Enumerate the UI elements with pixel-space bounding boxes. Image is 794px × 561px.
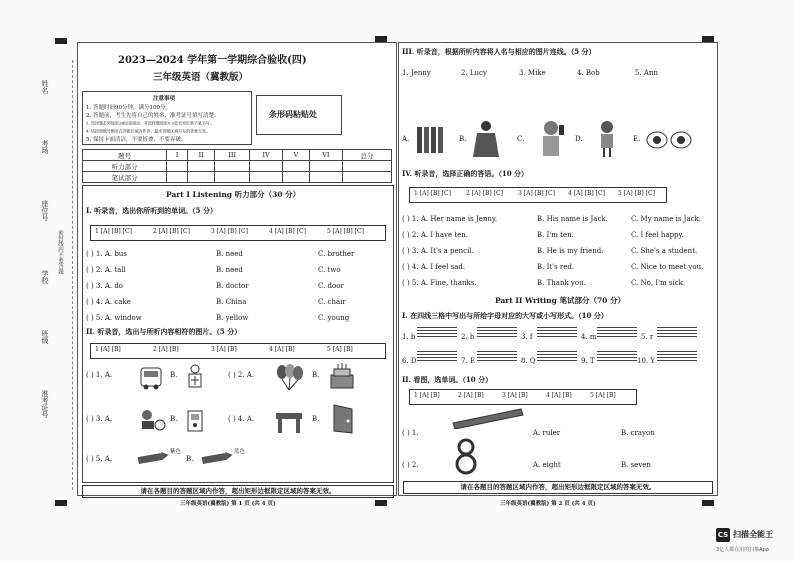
score-cell — [309, 172, 342, 183]
picture-question: ( ) 1. — [402, 429, 419, 437]
answer-strip — [90, 225, 386, 241]
option-c: C. two — [318, 266, 341, 274]
notice-line: 3. 选择题必须使用2B铅笔填涂；非选择题使用0.5毫米黑色签字笔书写。 — [86, 121, 214, 126]
person-name: 4. Bob — [577, 69, 600, 77]
four-line-grid[interactable] — [417, 351, 457, 363]
pic-question: ( ) 3. A. — [86, 415, 113, 423]
girl-phone-picture — [539, 119, 569, 163]
question-row: ( ) 1. A. bus — [86, 250, 127, 258]
score-cell — [167, 161, 188, 172]
score-header: 题号 — [83, 150, 167, 161]
question-row: ( ) 2. A. tall — [86, 266, 126, 274]
option-c: C. My name is Jack. — [631, 215, 702, 223]
answer-bubbles[interactable]: 4 [A] [B] — [269, 346, 295, 353]
four-line-grid[interactable] — [657, 327, 697, 339]
answer-bubbles[interactable]: 2 [A] [B] — [153, 346, 179, 353]
letter-prompt: 9. T — [581, 357, 595, 365]
answer-strip — [90, 343, 386, 359]
right-page — [398, 42, 718, 496]
notice-box — [82, 91, 252, 145]
answer-bubbles[interactable]: 2 [A] [B] — [458, 392, 484, 399]
sidebar-label-ticket: 准考证号 — [41, 390, 49, 418]
score-cell — [167, 172, 188, 183]
binding-sidebar — [40, 70, 66, 490]
registration-mark — [375, 500, 387, 506]
page-number: 三年级英语(冀教版) 第 1 页 (共 4 页) — [180, 501, 276, 507]
picture-letter: A. — [402, 135, 410, 143]
answer-strip — [409, 389, 637, 405]
question-row: ( ) 2. A. I have ten. — [402, 231, 469, 239]
score-header: V — [283, 150, 309, 161]
four-line-grid[interactable] — [597, 327, 637, 339]
notice-line: 4. 请按照题号顺序在答题区域内作答，超出答题区域书写的答案无效。 — [86, 129, 210, 134]
part1-title: Part I Listening 听力部分（30 分） — [166, 190, 301, 199]
pencils-picture — [413, 123, 449, 163]
option-b: B. Thank you. — [537, 279, 586, 287]
score-header: IV — [249, 150, 282, 161]
option-b: B. He is my friend. — [537, 247, 604, 255]
option-c: C. Nice to meet you. — [631, 263, 704, 271]
letter-prompt: 3. f — [521, 333, 533, 341]
birthday-cake-picture — [328, 361, 356, 395]
sidebar-label-name: 姓名 — [41, 80, 49, 94]
scanner-logo-icon: CS — [716, 528, 730, 542]
bus-driver-picture — [138, 365, 164, 395]
score-cell — [343, 161, 392, 172]
score-row-label: 笔试部分 — [83, 172, 167, 183]
option-a: A. ruler — [533, 429, 561, 437]
person-name: 5. Ann — [635, 69, 658, 77]
answer-bubbles[interactable]: 1 [A] [B] [C] — [414, 190, 451, 197]
pic-option-b: B. — [170, 371, 178, 379]
sidebar-label-seat: 座位号 — [41, 200, 49, 221]
score-header: II — [187, 150, 215, 161]
answer-bubbles[interactable]: 1 [A] [B] — [95, 346, 121, 353]
section-title: I. 在四线三格中写出与所给字母对应的大写或小写形式。（10 分） — [402, 311, 608, 320]
answer-bubbles[interactable]: 3 [A] [B] — [211, 346, 237, 353]
picture-letter: D. — [575, 135, 583, 143]
letter-prompt: 1. b — [402, 333, 416, 341]
score-header: 总分 — [343, 150, 392, 161]
exam-title: 2023—2024 学年第一学期综合验收(四) — [118, 55, 307, 66]
answer-bubbles[interactable]: 4 [A] [B] [C] — [568, 190, 605, 197]
table-picture — [274, 407, 304, 439]
option-b: B. I'm ten. — [537, 231, 574, 239]
answer-bubbles[interactable]: 4 [A] [B] [C] — [269, 228, 306, 235]
scanner-watermark — [716, 528, 794, 558]
score-cell — [249, 172, 282, 183]
purple-crayon-picture — [136, 449, 170, 471]
notice-line: 1. 答题时间90分钟，满分100分。 — [86, 105, 171, 111]
score-header: I — [167, 150, 188, 161]
subject-title: 三年级英语（冀教版） — [153, 72, 249, 83]
answer-bubbles[interactable]: 3 [A] [B] — [502, 392, 528, 399]
doctor-picture — [184, 363, 206, 395]
four-line-grid[interactable] — [537, 327, 577, 339]
page-number: 三年级英语(冀教版) 第 2 页 (共 4 页) — [500, 501, 596, 507]
letter-prompt: 5. r — [641, 333, 654, 341]
option-c: C. No, I'm sick. — [631, 279, 686, 287]
four-line-grid[interactable] — [537, 351, 577, 363]
crayon-color-label: 紫色 — [170, 449, 182, 455]
letter-prompt: 4. m — [581, 333, 597, 341]
person-name: 3. Mike — [519, 69, 546, 77]
pic-option-b: B. — [312, 371, 320, 379]
eyes-picture — [645, 125, 693, 159]
sidebar-seal-note: 密封线内不要答题 — [57, 230, 63, 274]
ruler-picture — [451, 407, 525, 433]
letter-prompt: 10. Y — [637, 357, 655, 365]
question-row: ( ) 4. A. cake — [86, 298, 131, 306]
option-c: C. chair — [318, 298, 346, 306]
option-b: B. China — [216, 298, 247, 306]
answer-bubbles[interactable]: 1 [A] [B] [C] — [95, 228, 132, 235]
question-row: ( ) 5. A. window — [86, 314, 142, 322]
pic-question: ( ) 1. A. — [86, 371, 113, 379]
score-cell — [283, 161, 309, 172]
section-title: I. 听录音，选出你所听到的单词。（5 分） — [86, 206, 217, 215]
phone-picture — [184, 407, 208, 439]
option-b: B. yellow — [216, 314, 249, 322]
section-title: IV. 听录音，选择正确的答语。（10 分） — [402, 169, 529, 178]
answer-area-note: 请在各题目的答题区域内作答，超出矩形边框限定区域的答案无效。 — [82, 485, 394, 498]
part2-title: Part II Writing 笔试部分（70 分） — [495, 296, 626, 305]
score-cell — [215, 161, 250, 172]
four-line-grid[interactable] — [477, 351, 517, 363]
letter-prompt: 2. h — [461, 333, 475, 341]
option-c: C. I feel happy. — [631, 231, 684, 239]
picture-letter: B. — [459, 135, 467, 143]
score-row-label: 听力部分 — [83, 161, 167, 172]
score-cell — [249, 161, 282, 172]
registration-mark — [55, 38, 67, 44]
four-line-grid[interactable] — [477, 327, 517, 339]
pic-question: ( ) 5. A. — [86, 455, 113, 463]
score-header: III — [215, 150, 250, 161]
answer-bubbles[interactable]: 4 [A] [B] — [546, 392, 572, 399]
option-b: B. His name is Jack. — [537, 215, 608, 223]
child-picture — [595, 119, 619, 163]
score-cell — [309, 161, 342, 172]
score-cell — [283, 172, 309, 183]
pic-question: ( ) 2. A. — [228, 371, 255, 379]
option-b: B. It's red. — [537, 263, 575, 271]
question-row: ( ) 5. A. Fine, thanks. — [402, 279, 477, 287]
four-line-grid[interactable] — [597, 351, 637, 363]
notice-line: 5. 保持卡面清洁，不要折叠、不要弄破。 — [86, 137, 187, 143]
score-cell — [187, 172, 215, 183]
option-b: B. doctor — [216, 282, 249, 290]
question-row: ( ) 3. A. do — [86, 282, 124, 290]
answer-bubbles[interactable]: 5 [A] [B] [C] — [327, 228, 364, 235]
answer-strip — [409, 187, 667, 203]
sidebar-dashed-line — [72, 60, 73, 490]
section-title: II. 听录音，选出与所听内容相符的图片。（5 分） — [86, 327, 242, 336]
woman-picture — [471, 119, 501, 163]
barcode-box — [256, 95, 342, 135]
balloons-picture — [274, 363, 304, 395]
pic-question: ( ) 4. A. — [228, 415, 255, 423]
answer-bubbles[interactable]: 1 [A] [B] — [414, 392, 440, 399]
crayon-color-label: 蓝色 — [234, 449, 246, 455]
answer-bubbles[interactable]: 3 [A] [B] [C] — [211, 228, 248, 235]
answer-bubbles[interactable]: 2 [A] [B] [C] — [466, 190, 503, 197]
registration-mark — [702, 500, 714, 506]
picture-question: ( ) 2. — [402, 461, 419, 469]
answer-bubbles[interactable]: 5 [A] [B] — [327, 346, 353, 353]
registration-mark — [55, 500, 67, 506]
four-line-grid[interactable] — [417, 327, 457, 339]
pic-option-b: B. — [312, 415, 320, 423]
scanner-tagline: 3亿人都在用的扫描App — [716, 547, 769, 553]
section-title: II. 看图，选单词。（10 分） — [402, 375, 493, 384]
barcode-label: 条形码粘贴处 — [269, 109, 317, 119]
person-name: 1. Jenny — [402, 69, 431, 77]
scanner-app-name: 扫描全能王 — [733, 530, 773, 539]
letter-prompt: 8. Q — [521, 357, 536, 365]
picture-letter: C. — [517, 135, 525, 143]
picture-letter: E. — [633, 135, 641, 143]
notice-line: 2. 答题前，考生先将自己的姓名、准考证号填写清楚。 — [86, 113, 220, 119]
option-b: B. need — [216, 266, 243, 274]
door-picture — [330, 403, 356, 439]
option-a: A. eight — [533, 461, 561, 469]
letter-prompt: 6. D — [402, 357, 417, 365]
answer-bubbles[interactable]: 3 [A] [B] [C] — [518, 190, 555, 197]
answer-bubbles[interactable]: 5 [A] [B] — [590, 392, 616, 399]
option-b: B. need — [216, 250, 243, 258]
skater-picture — [138, 407, 166, 439]
blue-crayon-picture — [200, 449, 234, 471]
answer-bubbles[interactable]: 2 [A] [B] [C] — [153, 228, 190, 235]
pic-option-b: B. — [170, 415, 178, 423]
score-cell — [215, 172, 250, 183]
score-cell — [187, 161, 215, 172]
left-page — [77, 42, 397, 496]
four-line-grid[interactable] — [657, 351, 697, 363]
letter-prompt: 7. E — [461, 357, 476, 365]
question-row: ( ) 4. A. I feel sad. — [402, 263, 466, 271]
option-c: C. door — [318, 282, 344, 290]
sidebar-label-room: 考场 — [41, 140, 49, 154]
option-c: C. She's a student. — [631, 247, 698, 255]
question-row: ( ) 3. A. It's a pencil. — [402, 247, 474, 255]
sidebar-label-school: 学校 — [41, 270, 49, 284]
number-eight-picture — [455, 437, 477, 481]
score-header: VI — [309, 150, 342, 161]
answer-area-note: 请在各题目的答题区域内作答，超出矩形边框限定区域的答案无效。 — [403, 481, 713, 494]
notice-title: 注意事项 — [153, 96, 176, 102]
person-name: 2. Lucy — [461, 69, 487, 77]
option-b: B. crayon — [621, 429, 655, 437]
answer-bubbles[interactable]: 5 [A] [B] [C] — [618, 190, 655, 197]
question-row: ( ) 1. A. Her name is Jenny. — [402, 215, 498, 223]
sidebar-label-class: 班级 — [41, 330, 49, 344]
option-c: C. young — [318, 314, 350, 322]
option-c: C. brother — [318, 250, 355, 258]
option-b: B. seven — [621, 461, 651, 469]
pic-option-b: B. — [186, 455, 194, 463]
score-table — [82, 149, 392, 183]
score-cell — [343, 172, 392, 183]
section-title: III. 听录音，根据所听内容将人名与相应的图片连线。（5 分） — [402, 47, 596, 56]
